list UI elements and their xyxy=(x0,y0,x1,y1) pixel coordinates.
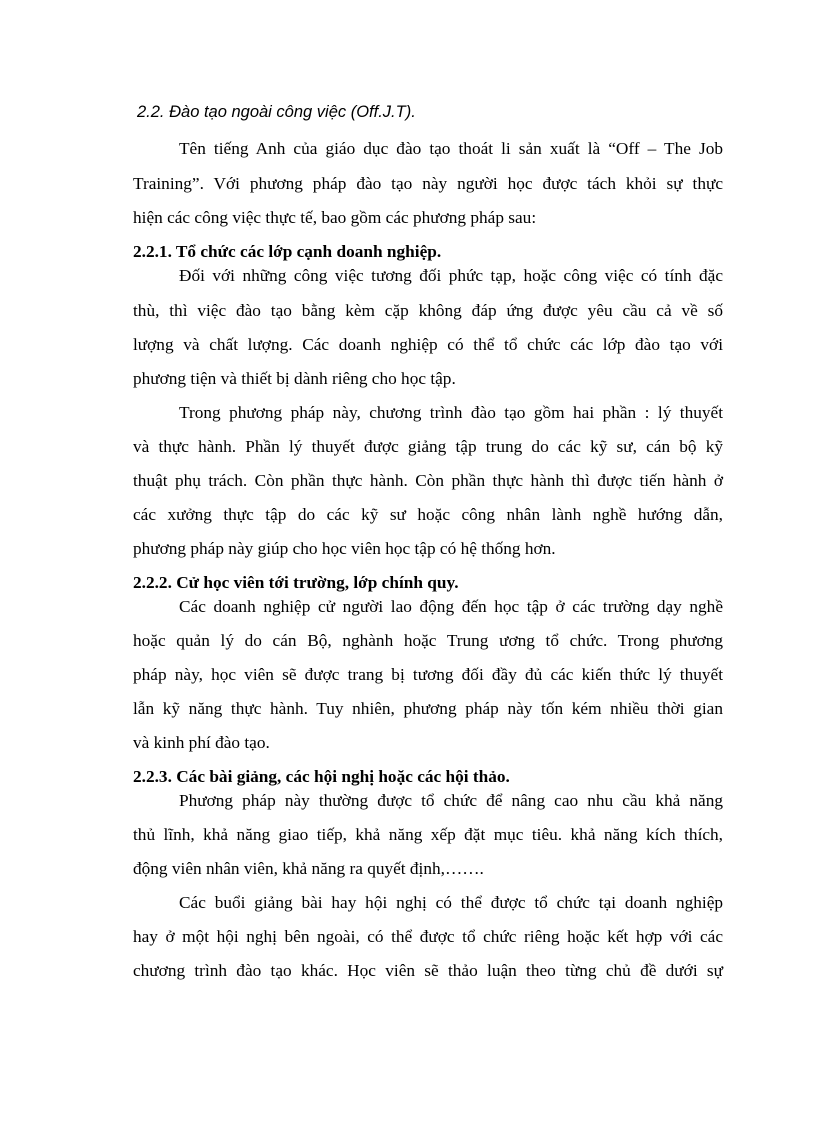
sub3-para1-line-2: thủ lĩnh, khả năng giao tiếp, khả năng xếp đặt mục tiêu. khả năng kích thích, xyxy=(133,825,723,844)
sub1-para2-line-4: các xưởng thực tập do các kỹ sư hoặc công nhân lành nghề hướng dẫn, xyxy=(133,505,723,524)
sub1-para2-line-1: Trong phương pháp này, chương trình đào tạo gồm hai phần : lý thuyết xyxy=(179,403,723,422)
intro-line-1: Tên tiếng Anh của giáo dục đào tạo thoát li sản xuất là “Off – The Job xyxy=(179,139,723,158)
subsection-heading-1: 2.2.1. Tổ chức các lớp cạnh doanh nghiệp. xyxy=(133,242,442,261)
sub1-para1-line-3: lượng và chất lượng. Các doanh nghiệp có thể tổ chức các lớp đào tạo với xyxy=(133,335,723,354)
sub3-para1-line-1: Phương pháp này thường được tổ chức để nâng cao nhu cầu khả năng xyxy=(179,791,723,810)
sub3-para2-line-3: chương trình đào tạo khác. Học viên sẽ thảo luận theo từng chủ đề dưới sự xyxy=(133,961,723,980)
sub1-para2-line-5: phương pháp này giúp cho học viên học tập có hệ thống hơn. xyxy=(133,539,556,558)
sub3-para2-line-1: Các buổi giảng bài hay hội nghị có thể được tổ chức tại doanh nghiệp xyxy=(179,893,723,912)
sub2-para1-line-2: hoặc quản lý do cán Bộ, nghành hoặc Trung ương tổ chức. Trong phương xyxy=(133,631,723,650)
section-title: 2.2. Đào tạo ngoài công việc (Off.J.T). xyxy=(137,103,416,121)
subsection-heading-2: 2.2.2. Cử học viên tới trường, lớp chính quy. xyxy=(133,573,459,592)
intro-line-2: Training”. Với phương pháp đào tạo này người học được tách khỏi sự thực xyxy=(133,174,723,193)
sub2-para1-line-4: lẫn kỹ năng thực hành. Tuy nhiên, phương pháp này tốn kém nhiều thời gian xyxy=(133,699,723,718)
intro-line-3: hiện các công việc thực tế, bao gồm các phương pháp sau: xyxy=(133,208,537,227)
sub1-para2-line-3: thuật phụ trách. Còn phần thực hành. Còn phần thực hành thì được tiến hành ở xyxy=(133,471,723,490)
sub1-para1-line-4: phương tiện và thiết bị dành riêng cho học tập. xyxy=(133,369,456,388)
sub1-para2-line-2: và thực hành. Phần lý thuyết được giảng tập trung do các kỹ sư, cán bộ kỹ xyxy=(133,437,723,456)
sub3-para2-line-2: hay ở một hội nghị bên ngoài, có thể được tổ chức riêng hoặc kết hợp với các xyxy=(133,927,723,946)
sub1-para1-line-2: thù, thì việc đào tạo bằng kèm cặp không đáp ứng được yêu cầu cả về số xyxy=(133,301,723,320)
sub1-para1-line-1: Đối với những công việc tương đối phức tạp, hoặc công việc có tính đặc xyxy=(179,266,723,285)
subsection-heading-3: 2.2.3. Các bài giảng, các hội nghị hoặc các hội thảo. xyxy=(133,767,510,786)
sub2-para1-line-1: Các doanh nghiệp cử người lao động đến học tập ở các trường dạy nghề xyxy=(179,597,723,616)
sub2-para1-line-3: pháp này, học viên sẽ được trang bị tương đối đầy đủ các kiến thức lý thuyết xyxy=(133,665,723,684)
sub3-para1-line-3: động viên nhân viên, khả năng ra quyết định,……. xyxy=(133,859,484,878)
sub2-para1-line-5: và kinh phí đào tạo. xyxy=(133,733,270,752)
